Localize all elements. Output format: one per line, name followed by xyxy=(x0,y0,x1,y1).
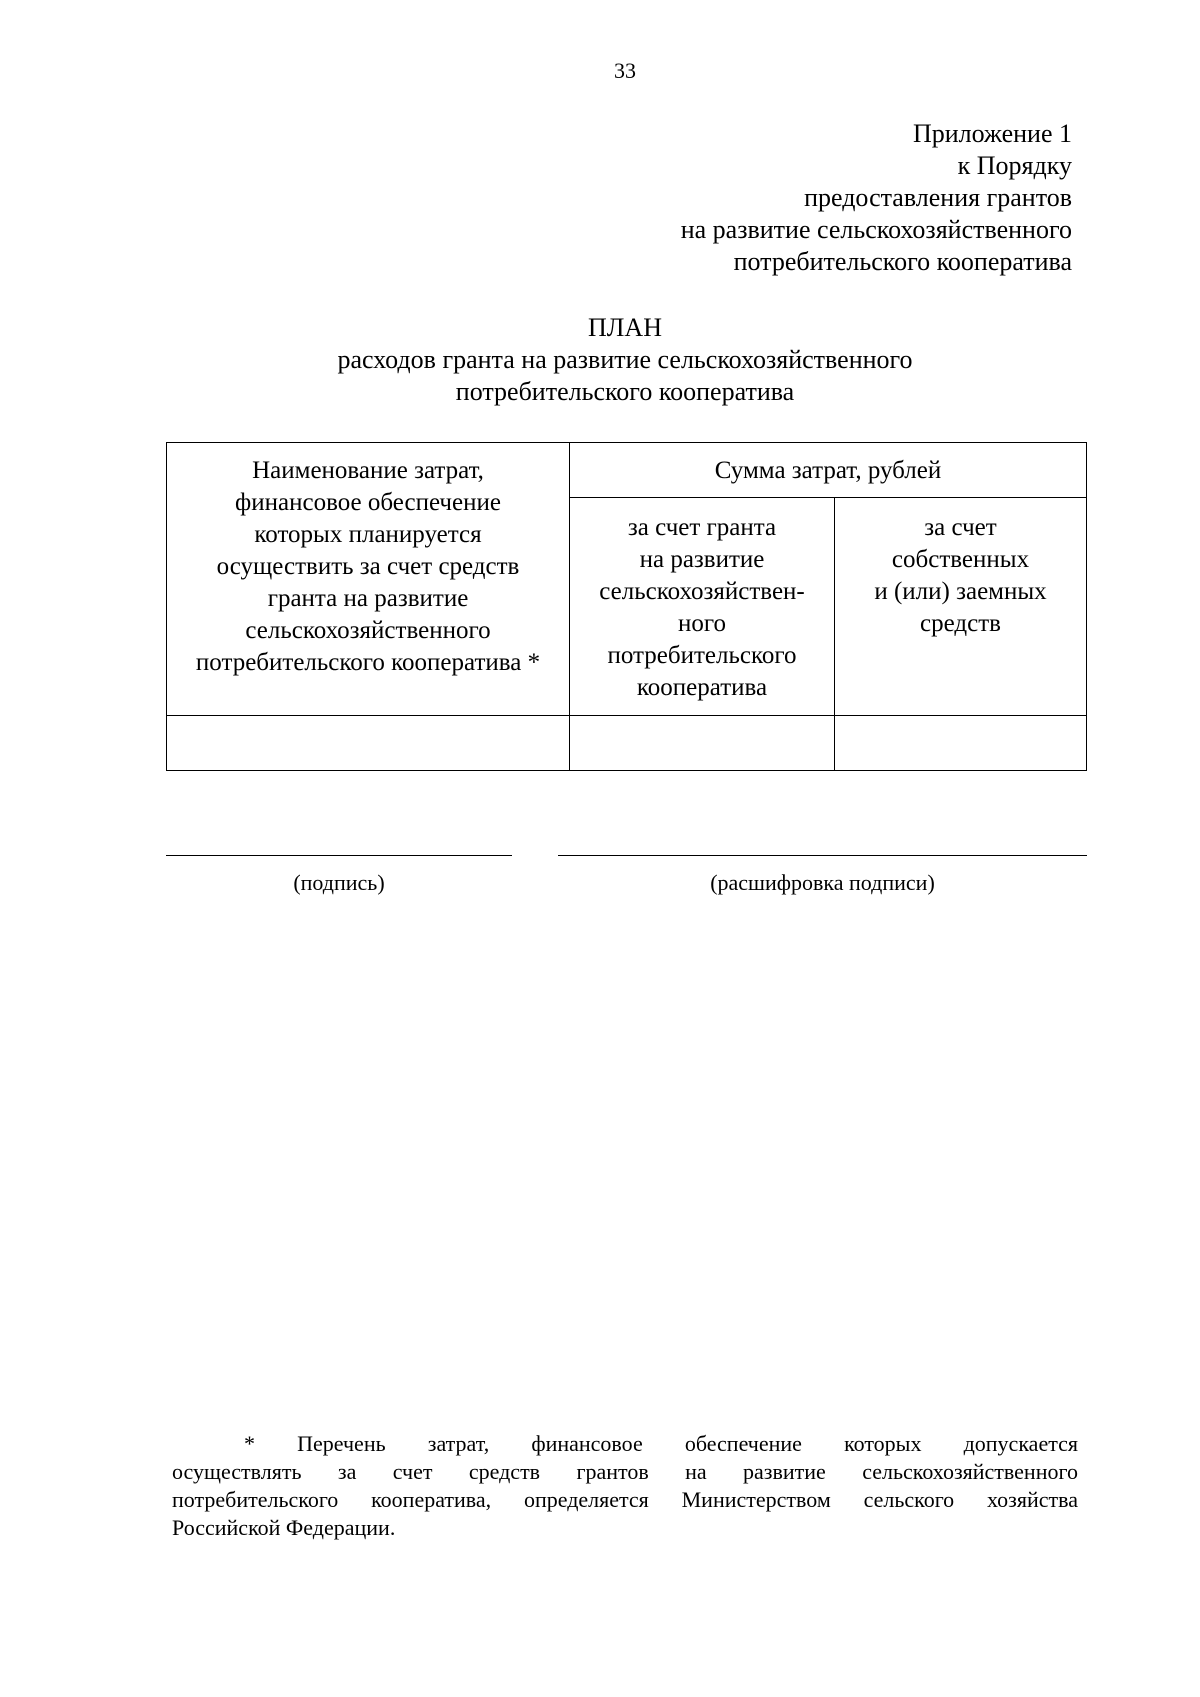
header-line: средств xyxy=(920,610,1001,637)
header-line: на развитие xyxy=(639,546,765,573)
grant-funds-header xyxy=(570,498,835,716)
header-line: Сумма затрат, рублей xyxy=(714,457,942,484)
header-line: финансовое обеспечение xyxy=(235,489,501,516)
appendix-line: к Порядку xyxy=(957,151,1072,180)
cost-name-cell[interactable] xyxy=(167,716,570,771)
cost-name-header xyxy=(167,443,570,716)
footnote-word: развитие xyxy=(743,1459,826,1484)
header-line: ного xyxy=(677,610,726,637)
header-line: потребительского кооператива * xyxy=(195,649,541,676)
appendix-line: Приложение 1 xyxy=(912,119,1072,148)
header-line: кооператива xyxy=(636,674,768,701)
footnote-word: которых xyxy=(844,1431,922,1456)
appendix-line: потребительского кооператива xyxy=(733,247,1072,276)
appendix-header xyxy=(681,118,1072,278)
footnote-word: затрат, xyxy=(427,1431,490,1456)
own-amount-cell[interactable] xyxy=(835,716,1087,771)
appendix-line: предоставления грантов xyxy=(804,183,1072,212)
footnote-word: определяется xyxy=(523,1487,649,1512)
header-line: сельскохозяйственного xyxy=(245,617,491,644)
signature-decode-line[interactable] xyxy=(558,855,1087,856)
header-line: и (или) заемных xyxy=(874,578,1047,605)
footnote-word: счет xyxy=(392,1459,433,1484)
footnote xyxy=(172,1430,1078,1542)
header-line: за счет гранта xyxy=(627,514,777,541)
footnote-word: хозяйства xyxy=(986,1487,1078,1512)
footnote-word: на xyxy=(685,1459,707,1484)
footnote-word: Министерством xyxy=(681,1487,831,1512)
footnote-word: сельского xyxy=(863,1487,955,1512)
signature-line[interactable] xyxy=(166,855,512,856)
footnote-word: Перечень xyxy=(297,1431,386,1456)
header-line: потребительского xyxy=(607,642,797,669)
table-header-row xyxy=(167,443,1087,498)
footnote-word: допускается xyxy=(963,1431,1078,1456)
footnote-word: сельскохозяйственного xyxy=(862,1459,1078,1484)
plan-subtitle-line: расходов гранта на развитие сельскохозяйственного xyxy=(337,345,913,374)
table-row xyxy=(167,716,1087,771)
footnote-word: осуществлять xyxy=(172,1459,302,1484)
signature-decode-label: (расшифровка подписи) xyxy=(710,870,935,895)
footnote-word: потребительского xyxy=(172,1487,339,1512)
footnote-word: кооператива, xyxy=(371,1487,492,1512)
plan-subtitle-line: потребительского кооператива xyxy=(455,377,795,406)
header-line: гранта на развитие xyxy=(267,585,469,612)
footnote-word: средств xyxy=(468,1459,541,1484)
signature-label: (подпись) xyxy=(293,870,385,895)
grant-amount-cell[interactable] xyxy=(570,716,835,771)
header-line: осуществить за счет средств xyxy=(216,553,520,580)
appendix-line: на развитие сельскохозяйственного xyxy=(680,215,1072,244)
footnote-line: Российской Федерации. xyxy=(172,1515,396,1540)
footnote-word: обеспечение xyxy=(684,1431,802,1456)
footnote-word: за xyxy=(337,1459,357,1484)
header-line: сельскохозяйствен- xyxy=(599,578,805,605)
cost-plan-table xyxy=(166,442,1087,771)
own-funds-header xyxy=(835,498,1087,716)
footnote-word: финансовое xyxy=(531,1431,643,1456)
header-line: которых планируется xyxy=(254,521,482,548)
cost-sum-header xyxy=(570,443,1087,498)
header-line: Наименование затрат, xyxy=(252,457,484,484)
plan-title: ПЛАН xyxy=(588,313,662,342)
footnote-word: грантов xyxy=(576,1459,649,1484)
plan-title-block xyxy=(0,312,1200,408)
footnote-word: * xyxy=(244,1431,255,1456)
header-line: собственных xyxy=(891,546,1030,573)
footnote-line xyxy=(172,1430,1078,1458)
footnote-line xyxy=(172,1486,1078,1514)
header-line: за счет xyxy=(924,514,997,541)
page-number: 33 xyxy=(614,58,636,83)
footnote-line xyxy=(172,1458,1078,1486)
